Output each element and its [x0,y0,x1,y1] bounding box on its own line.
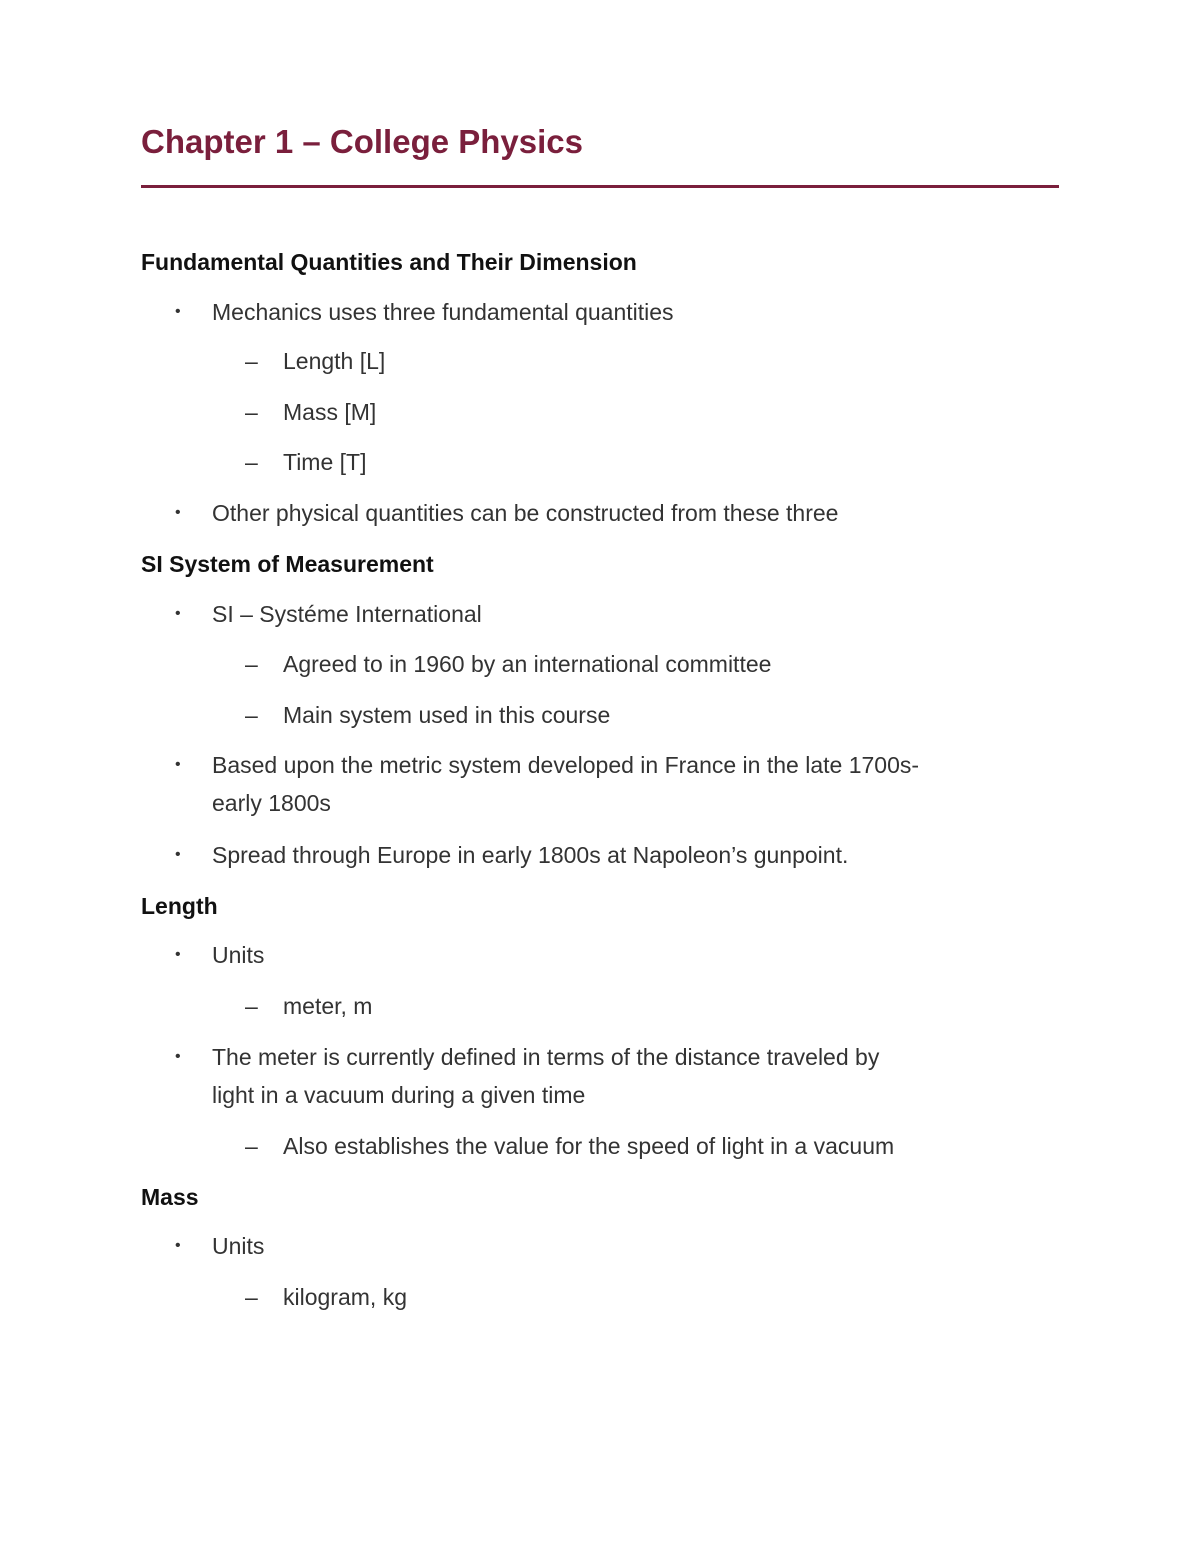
list-item-text: Based upon the metric system developed in France in the late 1700s- early 1800s [212,752,920,816]
dash-marker: – [245,449,258,475]
bullet-marker: • [175,605,181,622]
list-item-text: The meter is currently defined in terms of the distance traveled by light in a vacuum during a given time [212,1044,880,1108]
sub-list-item-text: kilogram, kg [283,1284,407,1310]
bullet-marker: • [175,756,181,773]
list-item-text: Other physical quantities can be constructed from these three [212,500,839,526]
title-divider [141,185,1059,188]
dash-marker: – [245,702,258,728]
section-heading: Mass [141,1184,199,1210]
section-heading: Fundamental Quantities and Their Dimension [141,249,637,275]
dash-marker: – [245,1284,258,1310]
dash-marker: – [245,993,258,1019]
sub-list-item-text: meter, m [283,993,373,1019]
list-item-text: Units [212,1233,265,1259]
bullet-marker: • [175,303,181,320]
bullet-marker: • [175,846,181,863]
dash-marker: – [245,348,258,374]
list-item-text: Units [212,942,265,968]
list-item-text: Mechanics uses three fundamental quantities [212,299,674,325]
dash-marker: – [245,651,258,677]
sub-list-item-text: Mass [M] [283,399,377,425]
section-heading: Length [141,893,218,919]
bullet-marker: • [175,504,181,521]
sub-list-item-text: Also establishes the value for the speed of light in a vacuum [283,1133,895,1159]
list-item-text: SI – Systéme International [212,601,482,627]
bullet-marker: • [175,1237,181,1254]
list-item-text: Spread through Europe in early 1800s at Napoleon’s gunpoint. [212,842,849,868]
sub-list-item-text: Length [L] [283,348,386,374]
sub-list-item-text: Main system used in this course [283,702,611,728]
bullet-marker: • [175,1048,181,1065]
sub-list-item-text: Agreed to in 1960 by an international committee [283,651,772,677]
section-heading: SI System of Measurement [141,551,434,577]
page-title: Chapter 1 – College Physics [141,123,584,160]
dash-marker: – [245,1133,258,1159]
bullet-marker: • [175,946,181,963]
sub-list-item-text: Time [T] [283,449,367,475]
dash-marker: – [245,399,258,425]
